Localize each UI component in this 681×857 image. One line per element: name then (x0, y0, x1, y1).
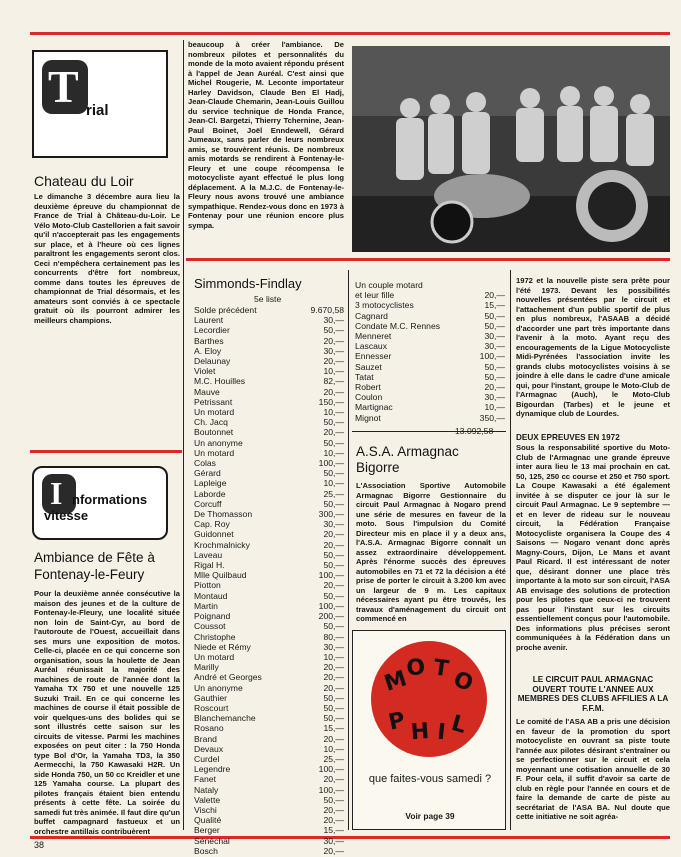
donation-amount: 25,— (323, 753, 344, 764)
donor-name: Colas (194, 458, 216, 469)
donor-name: Rigal H. (194, 560, 225, 571)
donor-name: Solde précédent (194, 305, 257, 315)
donor-name: Fanet (194, 774, 216, 785)
list-item (194, 591, 344, 601)
donation-amount: 30,— (323, 345, 344, 356)
donation-amount: 150,— (318, 396, 344, 407)
list-item (355, 351, 505, 361)
list-item (194, 713, 344, 723)
list-item (355, 402, 505, 412)
list-item (355, 290, 505, 300)
column-divider-1 (183, 40, 184, 830)
simmonds-title: Simmonds-Findlay (194, 276, 302, 291)
svg-text:O: O (405, 654, 427, 682)
list-item (194, 560, 344, 570)
list-item (194, 468, 344, 478)
informations-body: Pour la deuxième année consécutive la maison des jeunes et de la culture de Fontenay-le-Fleury, une localité située non loin de Saint-Cyr, au bord de l'autoroute de l'Ouest, accueillait dans ses murs une exposition de motos. Celle-ci, placée en ce qui concerne son organisation, sous la houlette de Jean Auréal réunissait la majorité des machines de route de l'année dont la Yamaha TX 750 et une nouvelle 125 Suzuki Trail. En ce qui concerne les machines de course il était possible de voir quelques-uns des bolides qui se sont illustrés cette saison sur les circuits de vitesse. Parmi les machines exposées on peut citer : la 750 Honda type Bol d'Or, la Yamaha TD3, la 350 Aermecchi, la 750 Kawasaki H2R. Un side Honda 750, un 50 cc Kreidler et une 125 Yamaha course. La plupart des pilotes français étaient bien entendu présents à cette fête. La soirée du samedi fut très animée. Il faut dire qu'un buffet campagnard fastueux et un orchestre antillais contribuèrent (34, 589, 180, 836)
asa-body: L'Association Sportive Automobile Armagnac Bigorre Gestionnaire du circuit Paul Armagnac à Nogaro prend une série de mesures en faveur de la moto. Sous l'impulsion du Comité Directeur mis en place il y a deux ans, l'A.S.A. Armagnac Bigorre connaît un assez extraordinaire développement. Après l'énorme succès des épreuves automobiles en 71 et 72 la décision a été prise de porter le circuit à 3.200 km avec un largeur de 9 m. Les capitaux nécessaires ayant pu être trouvés, les travaux d'aménagement du circuit ont commencé en (356, 481, 506, 623)
donation-amount: 15,— (323, 825, 344, 836)
list-item (194, 387, 344, 397)
donation-amount: 30,— (484, 331, 505, 342)
donor-name: A. Eloy (194, 345, 222, 356)
donor-name: Devaux (194, 743, 224, 754)
trial-logo (32, 50, 168, 158)
donation-amount: 50,— (323, 794, 344, 805)
photo-illustration (352, 46, 670, 252)
asa-continuation-3: Le comité de l'ASA AB a pris une décision en faveur de la promotion du sport motocycliste en ouvrant sa piste toute l'année aux pilotes désirant s'entraîner ou se perfectionner sur le circuit et cela moyennant une cotisation annuelle de 30 F. Pour cela, il suffit d'avoir sa carte de club en règle pour l'année en cours et de faire la demande de carte de piste au secrétariat de l'ASA BA. Nul doute que cette initiative ne soit agréa- (516, 717, 670, 821)
donor-name: Qualité (194, 815, 222, 826)
column-divider-3 (510, 270, 511, 830)
donor-name: Coulon (355, 392, 383, 403)
donor-name: Blanchemanche (194, 713, 256, 724)
donation-amount: 100,— (318, 784, 344, 795)
donor-name: Sauzet (355, 361, 382, 372)
simmonds-subtitle: 5e liste (254, 294, 282, 304)
donations-list-2 (355, 280, 505, 423)
donor-name: Un couple motard (355, 280, 423, 290)
list-item (355, 311, 505, 321)
donor-name: Roscourt (194, 702, 229, 713)
donation-amount: 100,— (318, 600, 344, 611)
list-item (194, 642, 344, 652)
list-item (194, 632, 344, 642)
donor-name: Laurent (194, 315, 224, 326)
list-item (194, 703, 344, 713)
donor-name: M.C. Houilles (194, 376, 246, 387)
donor-name: Un motard (194, 651, 235, 662)
page-number: 38 (34, 840, 45, 850)
trial-body: Le dimanche 3 décembre aura lieu la deuxième épreuve du championnat de France de Trial à Château-du-Loir. Le Vélo Moto-Club Castellorien a fait savoir qu'il n'accepterait pas les engagements sur place, et à l'heure où ces lignes paraîtront les engagements seront clos. Ceci n'empêchera certainement pas les concurrents d'être fort nombreux, comme dans toutes les épreuves de championnat de Trial désormais, et les amateurs sont conviés à ce spectacle gratuit où ils pourront admirer les meilleurs champions. (34, 192, 180, 325)
donation-amount: 100,— (318, 570, 344, 581)
donation-amount: 20,— (323, 774, 344, 785)
list-item (194, 754, 344, 764)
list-item (355, 372, 505, 382)
moto-phil-ad[interactable] (352, 630, 506, 830)
donation-amount: 20,— (323, 539, 344, 550)
donation-amount: 350,— (479, 412, 505, 423)
list-item (194, 376, 344, 386)
informations-logo-letter: I (50, 475, 63, 511)
donation-amount: 100,— (318, 764, 344, 775)
donation-amount: 50,— (484, 310, 505, 321)
donation-amount: 10,— (323, 447, 344, 458)
donor-name: Corcuff (194, 498, 222, 509)
list-item (194, 723, 344, 733)
donation-amount: 82,— (323, 376, 344, 387)
donation-amount: 50,— (323, 417, 344, 428)
donation-amount: 30,— (323, 519, 344, 530)
list-item (194, 683, 344, 693)
list-item (355, 341, 505, 351)
svg-text:I: I (435, 719, 447, 746)
list-item (194, 346, 344, 356)
list-item (355, 362, 505, 372)
list-item (194, 621, 344, 631)
list-item (194, 315, 344, 325)
moto-phil-see-page[interactable]: Voir page 39 (405, 811, 455, 821)
list-item (194, 325, 344, 335)
mid-red-rule-right (186, 258, 670, 261)
trial-logo-word: rial (86, 102, 109, 119)
donor-name: Bosch (194, 845, 218, 856)
donor-name: Poignand (194, 611, 231, 622)
donation-amount: 10,— (323, 407, 344, 418)
donation-amount: 20,— (323, 580, 344, 591)
donation-amount: 50,— (484, 371, 505, 382)
donor-name: Martignac (355, 402, 393, 413)
donor-name: 3 motocyclistes (355, 300, 414, 311)
donor-name: Barthes (194, 335, 224, 346)
top-red-rule (30, 32, 670, 35)
donation-amount: 50,— (323, 498, 344, 509)
donation-amount: 20,— (323, 804, 344, 815)
donor-name: Un motard (194, 447, 235, 458)
donor-name: André et Georges (194, 672, 262, 683)
donor-name: Berger (194, 825, 220, 836)
list-item (194, 427, 344, 437)
list-item (194, 652, 344, 662)
donor-name: Curdel (194, 753, 220, 764)
donation-amount: 20,— (323, 733, 344, 744)
donation-amount: 300,— (318, 509, 344, 520)
list-item (355, 321, 505, 331)
svg-text:L: L (448, 710, 469, 739)
deux-epreuves-heading: DEUX EPREUVES EN 1972 (516, 433, 620, 442)
donor-name: Tatat (355, 371, 374, 382)
donor-name: Lecordier (194, 325, 230, 336)
donor-name: Violet (194, 366, 216, 377)
donation-amount: 50,— (323, 549, 344, 560)
donor-name: Cagnard (355, 310, 388, 321)
informations-vitesse-logo (32, 466, 168, 540)
circuit-ouvert-heading: LE CIRCUIT PAUL ARMAGNAC OUVERT TOUTE L'ANNEE AUX MEMBRES DES CLUBS AFFILIES A LA F.F.M. (517, 675, 669, 713)
donation-amount: 50,— (323, 468, 344, 479)
donor-name: Lascaux (355, 341, 388, 352)
donor-name: Condate M.C. Rennes (355, 320, 441, 331)
svg-text:P: P (386, 707, 408, 736)
list-item (355, 382, 505, 392)
moto-phil-logo (353, 633, 505, 767)
donation-amount: 9.670,58 (310, 305, 344, 315)
trial-logo-letter: T (48, 61, 79, 112)
vitesse-logo-word: vitesse (44, 508, 89, 523)
list-item (194, 580, 344, 590)
donor-name: Marilly (194, 662, 219, 673)
list-item (194, 662, 344, 672)
donation-amount: 20,— (323, 845, 344, 856)
donor-name: Mignot (355, 412, 381, 423)
donor-name: Ennesser (355, 351, 392, 362)
donation-amount: 100,— (318, 458, 344, 469)
donor-name: Ch. Jacq (194, 417, 228, 428)
asa-continuation-1: 1972 et la nouvelle piste sera prête pour l'été 1973. Devant les possibilités nouvelles présentées par le circuit et l'attachement d'un public sportif de plus en plus nombreux, l'ASAAB a décidé d'accorder une part très importante dans l'avenir à la moto. Ayant reçu des encouragements de la Ligue Motocycliste Midi-Pyrénées l'association invite les grands clubs motocyclistes voisins à se joindre à elle dans le cadre d'une amicale qui, pour l'instant, groupe le Moto-Club de l'Armagnac (Auch), le Moto-Club Bigourdan (Tarbes) et le jeune et dynamique club de Lourdes. (516, 276, 670, 418)
donation-amount: 10,— (323, 743, 344, 754)
list-item (355, 392, 505, 402)
donation-amount: 50,— (323, 560, 344, 571)
donation-amount: 15,— (484, 300, 505, 311)
mid-red-rule-trial (30, 450, 182, 453)
list-item (194, 846, 344, 856)
list-item (194, 458, 344, 468)
donation-amount: 50,— (323, 621, 344, 632)
donor-name: Un anonyme (194, 682, 243, 693)
list-item (355, 280, 505, 290)
donor-name: Laveau (194, 549, 223, 560)
donor-name: Mlle Quilbaud (194, 570, 247, 581)
donation-amount: 50,— (323, 713, 344, 724)
ambiance-continuation: beaucoup à créer l'ambiance. De nombreux pilotes et personnalités du monde de la moto avaient répondu présent à l'appel de Jean Auréal. C'est ainsi que Michel Rougerie, M. Leconte importateur Harley Davidson, Claude Ben El Hadj, Jean-Claude Chemarin, Jean-Louis Guillou du service technique de Honda France, Jean-Cl. Bargetzi, Thierry Tchernine, Jean-Paul Boinet, Joël Enndewell, Gérard Jumeaux, sans parler de leurs nombreux amis, se trouvèrent réunis. De nombreux amis motards se rendirent à Fontenay-le-Fleury et une coupe récompensa le motocycliste ayant effectué le plus long déplacement. A la M.J.C. de Fontenay-le-Fleury nous avons trouvé une ambiance sympathique. Rendez-vous donc en 1973 à Fontenay pour une réunion encore plus sympa. (188, 40, 344, 230)
list-item (194, 836, 344, 846)
list-item (194, 519, 344, 529)
svg-text:T: T (431, 655, 451, 683)
donor-name: Menneret (355, 331, 392, 342)
photo-riders-and-motorcycles (352, 46, 670, 252)
donation-amount: 10,— (484, 402, 505, 413)
donor-name: Sénéchal (194, 835, 230, 846)
list-item (194, 744, 344, 754)
list-item (194, 305, 344, 315)
list-item (194, 611, 344, 621)
list-item (194, 815, 344, 825)
asa-title-line1: A.S.A. Armagnac (356, 444, 459, 459)
donor-name: Un anonyme (194, 437, 243, 448)
list-item (355, 331, 505, 341)
list-item (194, 438, 344, 448)
donation-amount: 200,— (318, 611, 344, 622)
svg-text:H: H (409, 719, 431, 746)
donation-amount: 50,— (484, 361, 505, 372)
donor-name: et leur fille (355, 290, 395, 301)
donation-amount: 20,— (323, 815, 344, 826)
donation-amount: 10,— (323, 651, 344, 662)
list-item (194, 540, 344, 550)
donor-name: Robert (355, 382, 381, 393)
list-item (194, 774, 344, 784)
donor-name: Piotton (194, 580, 221, 591)
list-item (194, 795, 344, 805)
donation-amount: 50,— (323, 692, 344, 703)
donor-name: Niede et Rémy (194, 641, 251, 652)
donation-amount: 20,— (484, 382, 505, 393)
donor-name: Boutonnet (194, 427, 234, 438)
list-item (194, 407, 344, 417)
moto-phil-question: que faites-vous samedi ? (368, 773, 492, 785)
donor-name: Rosano (194, 723, 224, 734)
donor-name: Petrissant (194, 396, 233, 407)
donor-name: Gauthier (194, 692, 227, 703)
donation-amount: 20,— (323, 386, 344, 397)
donor-name: Lapleige (194, 478, 227, 489)
donor-name: Montaud (194, 590, 228, 601)
list-item (194, 366, 344, 376)
list-item (355, 300, 505, 310)
list-item (194, 601, 344, 611)
donation-amount: 20,— (323, 682, 344, 693)
donation-amount: 50,— (323, 325, 344, 336)
list-item (194, 693, 344, 703)
donation-amount: 20,— (484, 290, 505, 301)
donations-total: 13.092,58 (455, 426, 494, 436)
list-item (194, 529, 344, 539)
donor-name: Krochmalnicky (194, 539, 250, 550)
donation-amount: 20,— (323, 529, 344, 540)
bottom-red-rule (30, 836, 670, 839)
donor-name: Guidonnet (194, 529, 234, 540)
informations-heading-line2: Fontenay-le-Feury (34, 567, 145, 582)
donation-amount: 30,— (484, 392, 505, 403)
list-item (194, 397, 344, 407)
donor-name: De Thomasson (194, 509, 253, 520)
donation-amount: 80,— (323, 631, 344, 642)
list-item (194, 550, 344, 560)
svg-text:M: M (381, 666, 410, 697)
donor-name: Vischi (194, 804, 217, 815)
donation-amount: 10,— (323, 478, 344, 489)
list-item (194, 499, 344, 509)
donation-amount: 30,— (323, 641, 344, 652)
column-divider-2 (348, 270, 349, 830)
donation-amount: 10,— (323, 366, 344, 377)
list-item (194, 570, 344, 580)
list-item (194, 825, 344, 835)
donation-amount: 50,— (323, 437, 344, 448)
donor-name: Legendre (194, 764, 231, 775)
donor-name: Nataly (194, 784, 219, 795)
informations-heading-line1: Ambiance de Fête à (34, 550, 155, 565)
donor-name: Delaunay (194, 356, 231, 367)
list-item (355, 413, 505, 423)
donation-amount: 15,— (323, 723, 344, 734)
donor-name: Un motard (194, 407, 235, 418)
list-item (194, 805, 344, 815)
list-item (194, 336, 344, 346)
donor-name: Brand (194, 733, 217, 744)
donor-name: Martin (194, 600, 218, 611)
list-item (194, 764, 344, 774)
list-item (194, 734, 344, 744)
list-item (194, 509, 344, 519)
asa-continuation-2: Sous la responsabilité sportive du Moto-Club de l'Armagnac une grande épreuve inter aura lieu le 13 mai prochain en cat. 50, 125, 250 cc course et 250 et 750 sport. La Coupe Kawasaki a été également invitée à se disputer ce jour là sur le circuit Paul Armagnac. Le 9 septembre — et en lever de rideau sur le nouveau circuit, la Fédération Française Motocycliste organisera la Coupe des 4 Saisons — Nogaro venant donc après Magny-Cours, Dijon, Le Mans et avant Paul Ricard. Il est intéressant de noter que, désirant donner une place très importante à la moto sur son circuit, l'ASA AB envisage des solutions de protection pour les pilotes que ceux-ci ne trouvent pas pour l'instant sur les circuits essentiellement conçus pour l'automobile. Des informations plus précises seront communiquées à la Fédération dans un proche avenir. (516, 443, 670, 652)
list-item (194, 417, 344, 427)
informations-logo-word: nformations (72, 492, 148, 507)
asa-title-line2: Bigorre (356, 460, 400, 475)
list-item (194, 478, 344, 488)
donation-amount: 20,— (323, 427, 344, 438)
list-item (194, 489, 344, 499)
donation-amount: 50,— (323, 590, 344, 601)
donor-name: Coussot (194, 621, 226, 632)
donor-name: Mauve (194, 386, 220, 397)
donor-name: Cap. Roy (194, 519, 230, 530)
donor-name: Laborde (194, 488, 226, 499)
list-item (194, 356, 344, 366)
donation-amount: 20,— (323, 672, 344, 683)
donation-amount: 25,— (323, 488, 344, 499)
svg-text:O: O (449, 666, 477, 698)
donation-amount: 100,— (479, 351, 505, 362)
list-item (194, 785, 344, 795)
list-item (194, 672, 344, 682)
donation-amount: 30,— (484, 341, 505, 352)
simmonds-list (194, 305, 344, 856)
donation-amount: 20,— (323, 662, 344, 673)
donor-name: Christophe (194, 631, 236, 642)
list-item (194, 448, 344, 458)
donation-amount: 30,— (323, 835, 344, 846)
donor-name: Gérard (194, 468, 221, 479)
donation-amount: 50,— (323, 702, 344, 713)
donation-amount: 20,— (323, 356, 344, 367)
donation-amount: 20,— (323, 335, 344, 346)
trial-heading: Chateau du Loir (34, 173, 134, 189)
donation-amount: 30,— (323, 315, 344, 326)
donation-amount: 50,— (484, 320, 505, 331)
donor-name: Valette (194, 794, 221, 805)
